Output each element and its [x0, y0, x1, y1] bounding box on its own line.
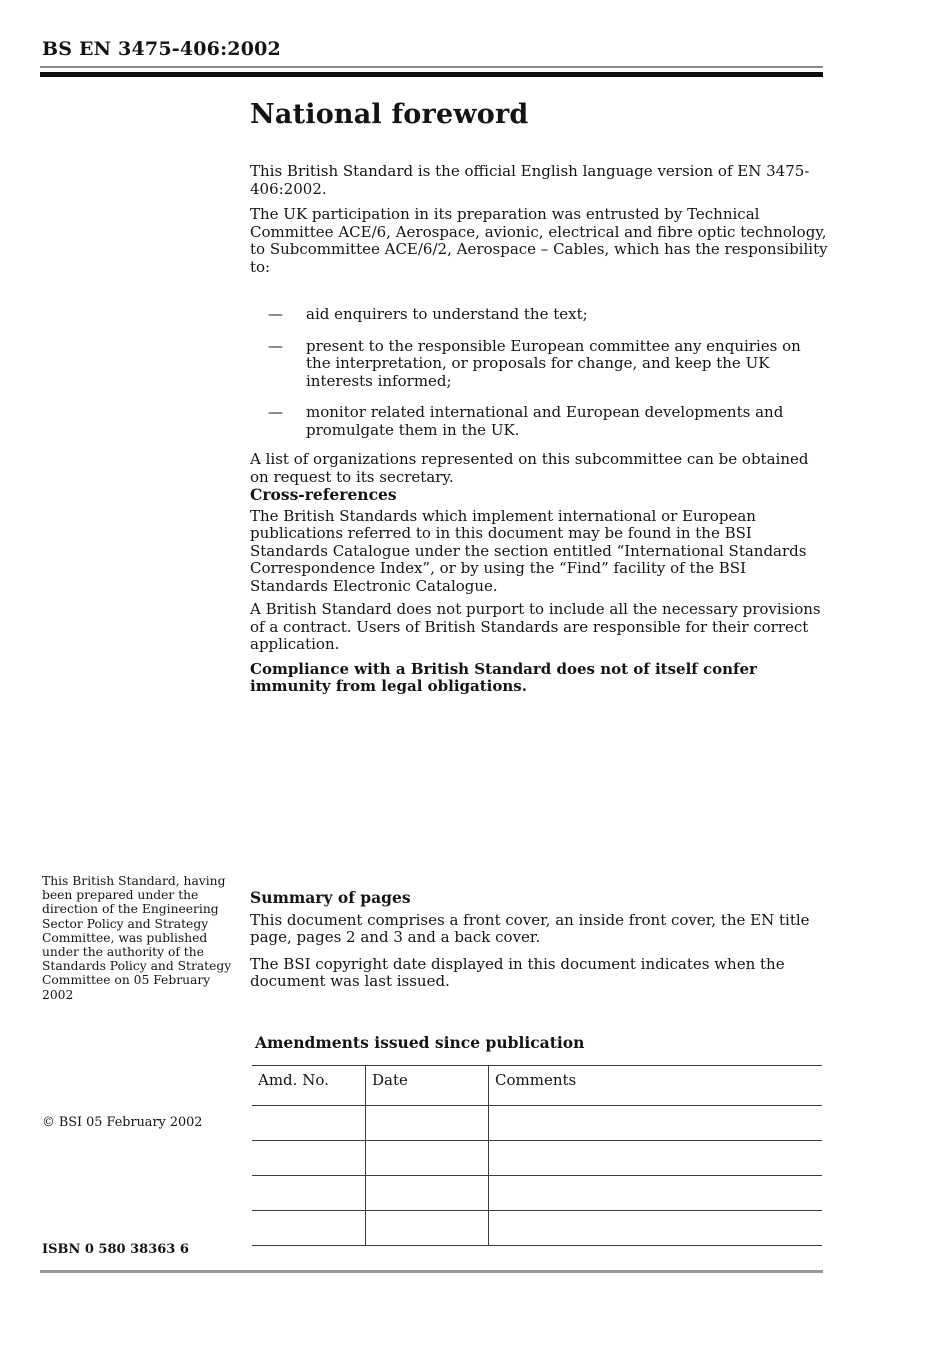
bullet-item — [250, 404, 828, 439]
table-cell — [366, 1106, 489, 1141]
table-cell — [489, 1141, 823, 1176]
footer-rule — [40, 1270, 823, 1273]
responsibility-bullet-list — [250, 306, 828, 439]
isbn-line: ISBN 0 580 38363 6 — [42, 1242, 189, 1257]
summary-of-pages-section — [250, 889, 828, 991]
copyright-line: © BSI 05 February 2002 — [42, 1115, 203, 1130]
table-cell — [489, 1176, 823, 1211]
table-cell — [489, 1106, 823, 1141]
column-header-amd-no: Amd. No. — [252, 1066, 366, 1106]
amendments-section — [252, 1033, 822, 1246]
page-title: National foreword — [250, 99, 529, 130]
table-cell — [489, 1211, 823, 1246]
foreword-body — [250, 163, 828, 696]
para-compliance: Compliance with a British Standard does not of itself confer immunity from legal obligations. — [250, 659, 757, 695]
para-uk-participation: The UK participation in its preparation was entrusted by Technical Committee ACE/6, Aerospace, avionic, electrical and fibre optic technology, to Subcommittee ACE/6/2, Aerospace – Cables, which has the responsibility to: — [250, 205, 828, 276]
table-cell — [366, 1141, 489, 1176]
cross-references-heading: Cross-references — [250, 485, 397, 504]
para-cross-references: The British Standards which implement international or European publications referred to in this document may be found in the BSI Standards Catalogue under the section entitled “International Standards Correspondence Index”, or by using the “Find” facility of the BSI Standards Electronic Catalogue. — [250, 506, 807, 595]
table-row — [252, 1211, 822, 1246]
column-header-comments: Comments — [489, 1066, 823, 1106]
summary-heading: Summary of pages — [250, 888, 411, 907]
bullet-item — [250, 306, 828, 324]
table-cell — [252, 1176, 366, 1211]
para-comprises: This document comprises a front cover, an inside front cover, the EN title page, pages 2 and 3 and a back cover. — [250, 910, 810, 946]
bullet-text: monitor related international and European developments and promulgate them in the UK. — [306, 403, 784, 439]
table-cell — [252, 1141, 366, 1176]
table-cell — [366, 1211, 489, 1246]
bullet-dash: — — [268, 305, 283, 323]
standard-code: BS EN 3475-406:2002 — [42, 38, 281, 60]
amendments-table — [252, 1065, 822, 1246]
para-contract: A British Standard does not purport to include all the necessary provisions of a contract. Users of British Standards are responsible for their correct application. — [250, 600, 821, 653]
bullet-dash: — — [268, 336, 283, 355]
table-row — [252, 1141, 822, 1176]
amendments-table-body — [252, 1106, 822, 1246]
table-cell — [366, 1176, 489, 1211]
bullet-item — [250, 338, 828, 391]
bullet-dash: — — [268, 403, 283, 421]
header-rule-thick — [40, 72, 823, 77]
table-row — [252, 1106, 822, 1141]
column-header-date: Date — [366, 1066, 489, 1106]
amendments-heading: Amendments issued since publication — [255, 1033, 585, 1052]
table-cell — [252, 1106, 366, 1141]
para-copyright-date: The BSI copyright date displayed in this document indicates when the document was last issued. — [250, 954, 785, 990]
bullet-text: present to the responsible European committee any enquiries on the interpretation, or proposals for change, and keep the UK interests informed; — [306, 336, 801, 390]
table-cell — [252, 1211, 366, 1246]
bullet-text: aid enquirers to understand the text; — [306, 305, 588, 323]
amendments-table-header-row — [252, 1066, 822, 1106]
table-row — [252, 1176, 822, 1211]
para-organizations: A list of organizations represented on this subcommittee can be obtained on request to its secretary. — [250, 450, 809, 486]
publication-note: This British Standard, having been prepared under the direction of the Engineering Sector Policy and Strategy Committee, was published under the authority of the Standards Policy and Strategy Committee on 05 February 2002 — [42, 874, 232, 1002]
para-official-version: This British Standard is the official English language version of EN 3475-406:2002. — [250, 162, 810, 198]
header-rule-thin — [40, 66, 823, 68]
